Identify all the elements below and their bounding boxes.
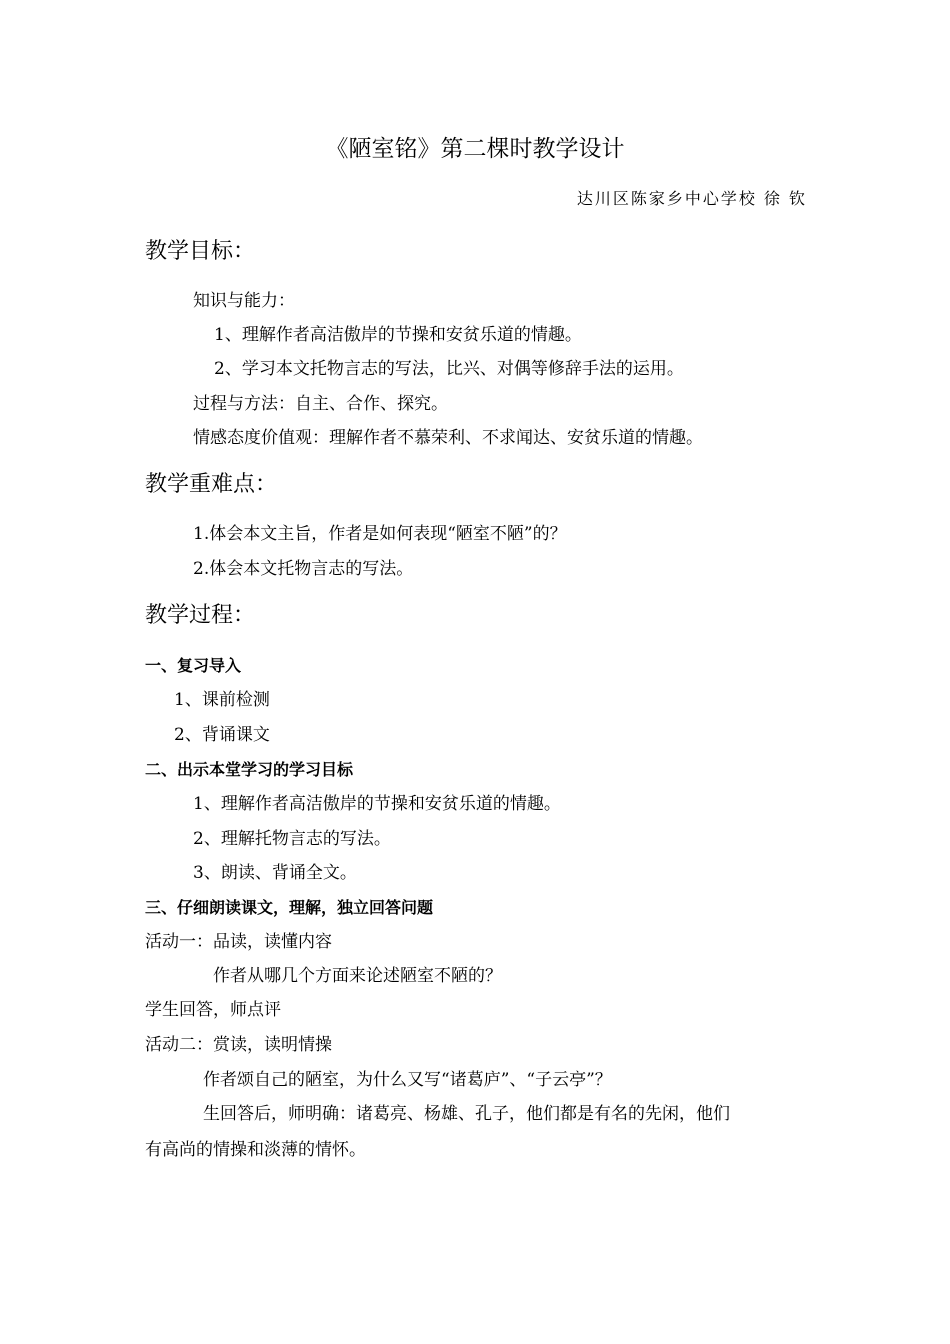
activity-2-question: 作者颂自己的陋室，为什么又写“诸葛庐”、“子云亭”？ xyxy=(203,1070,612,1090)
key-point-2: 2.体会本文托物言志的写法。 xyxy=(193,559,414,579)
section-3-title: 三、仔细朗读课文，理解，独立回答问题 xyxy=(145,898,434,917)
activity-1-answer: 学生回答，师点评 xyxy=(145,1000,281,1020)
section-2-title: 二、出示本堂学习的学习目标 xyxy=(145,760,354,779)
activity-1-label: 活动一：品读，读懂内容 xyxy=(145,932,332,952)
section-1-item-2: 2、背诵课文 xyxy=(174,725,270,745)
activity-2-answer-line-1: 生回答后，师明确：诸葛亮、杨雄、孔子，他们都是有名的先闲，他们 xyxy=(203,1104,730,1124)
heading-key-points: 教学重难点： xyxy=(145,472,278,497)
activity-1-question: 作者从哪几个方面来论述陋室不陋的？ xyxy=(213,966,502,986)
goal-item-2: 2、学习本文托物言志的写法，比兴、对偶等修辞手法的运用。 xyxy=(214,359,684,379)
document-title: 《陋室铭》第二棵时教学设计 xyxy=(325,136,625,162)
knowledge-ability-label: 知识与能力： xyxy=(193,291,295,311)
key-point-1: 1.体会本文主旨，作者是如何表现“陋室不陋”的？ xyxy=(193,524,567,544)
section-1-title: 一、复习导入 xyxy=(145,656,242,675)
section-2-item-2: 2、理解托物言志的写法。 xyxy=(193,829,391,849)
heading-teaching-process: 教学过程： xyxy=(145,603,256,628)
activity-2-label: 活动二：赏读，读明情操 xyxy=(145,1035,332,1055)
process-method-line: 过程与方法：自主、合作、探究。 xyxy=(193,394,448,414)
section-2-item-3: 3、朗读、背诵全文。 xyxy=(193,863,357,883)
activity-2-answer-line-2: 有高尚的情操和淡薄的情怀。 xyxy=(145,1140,366,1160)
author-line: 达川区陈家乡中心学校 徐 钦 xyxy=(576,189,807,208)
emotion-values-line: 情感态度价值观：理解作者不慕荣利、不求闻达、安贫乐道的情趣。 xyxy=(193,428,703,448)
goal-item-1: 1、理解作者高洁傲岸的节操和安贫乐道的情趣。 xyxy=(214,325,582,345)
section-1-item-1: 1、课前检测 xyxy=(174,690,270,710)
heading-teaching-goals: 教学目标： xyxy=(145,239,256,264)
section-2-item-1: 1、理解作者高洁傲岸的节操和安贫乐道的情趣。 xyxy=(193,794,561,814)
